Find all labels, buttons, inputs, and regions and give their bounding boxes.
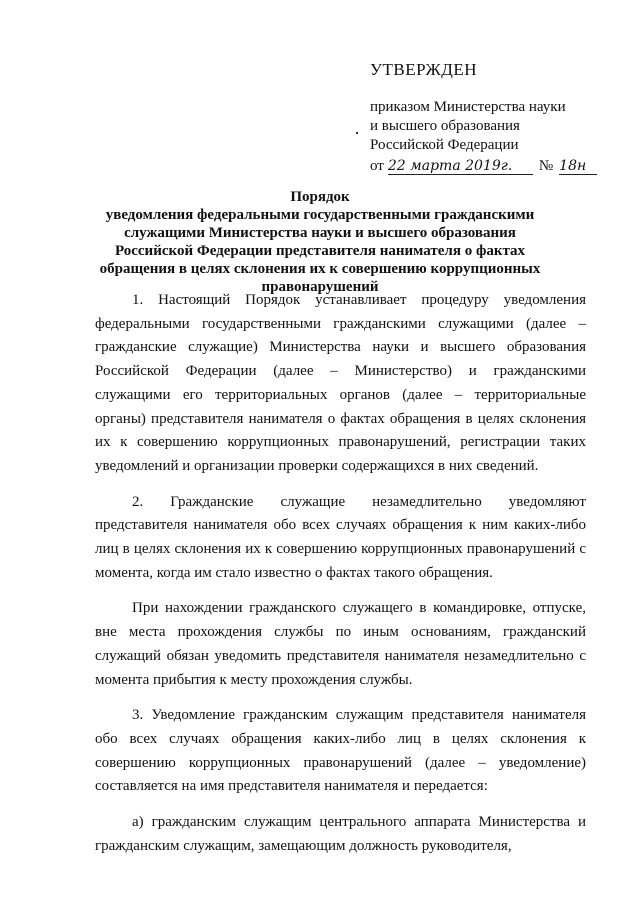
approval-block (370, 60, 597, 177)
paragraph-2: 2. Гражданские служащие незамедлительно уведомляют представителя нанимателя обо всех случаях обращения к ним каких-либо лиц в целях склонения их к совершению коррупционных правонарушений с момента, когда им стало известно о фактах такого обращения. (95, 493, 586, 581)
document-body (95, 289, 586, 870)
heading-subtitle: уведомления федеральными государственными гражданскими служащими Министерства науки и высшего образования Российской Федерации представителя нанимателя о фактах обращения в целях склонения их к совершению коррупционных правонарушений (99, 207, 541, 295)
paragraph-1: 1. Настоящий Порядок устанавливает процедуру уведомления федеральными государственными гражданскими служащими (далее – гражданские служащие) Министерства науки и высшего образования Российской Федерации (далее – Министерство) и гражданскими служащими его территориальных органов (далее – территориальные органы) представителя нанимателя о фактах обращения в целях склонения их к совершению коррупционных правонарушений, регистрации таких уведомлений и организации проверки содержащихся в них сведений. (95, 292, 586, 474)
number-label: № (538, 158, 554, 174)
order-date-number-line (370, 155, 597, 177)
paragraph-5: а) гражданским служащим центрального аппарата Министерства и гражданским служащим, замещающим должность руководителя, (95, 814, 586, 854)
heading-title: Порядок (290, 189, 350, 205)
approval-title: УТВЕРЖДЕН (370, 60, 477, 79)
handwritten-date: 22 марта 2019г. (388, 158, 533, 175)
handwritten-number: 18н (559, 158, 597, 175)
paragraph-3: При нахождении гражданского служащего в командировке, отпуске, вне места прохождения службы по иным основаниям, гражданский служащий обязан уведомить представителя нанимателя незамедлительно с момента прибытия к месту прохождения службы. (95, 600, 586, 688)
approval-line-3: Российской Федерации (370, 137, 519, 153)
document-heading (85, 188, 555, 296)
approval-line-2: и высшего образования (370, 118, 520, 134)
from-label: от (370, 158, 384, 174)
paragraph-4: 3. Уведомление гражданским служащим представителя нанимателя обо всех случаях обращения каких-либо лиц в целях склонения к совершению коррупционных правонарушений (далее – уведомление) составляется на имя представителя нанимателя и передается: (95, 707, 586, 795)
stray-dot-mark (356, 132, 358, 134)
approval-line-1: приказом Министерства науки (370, 99, 566, 115)
